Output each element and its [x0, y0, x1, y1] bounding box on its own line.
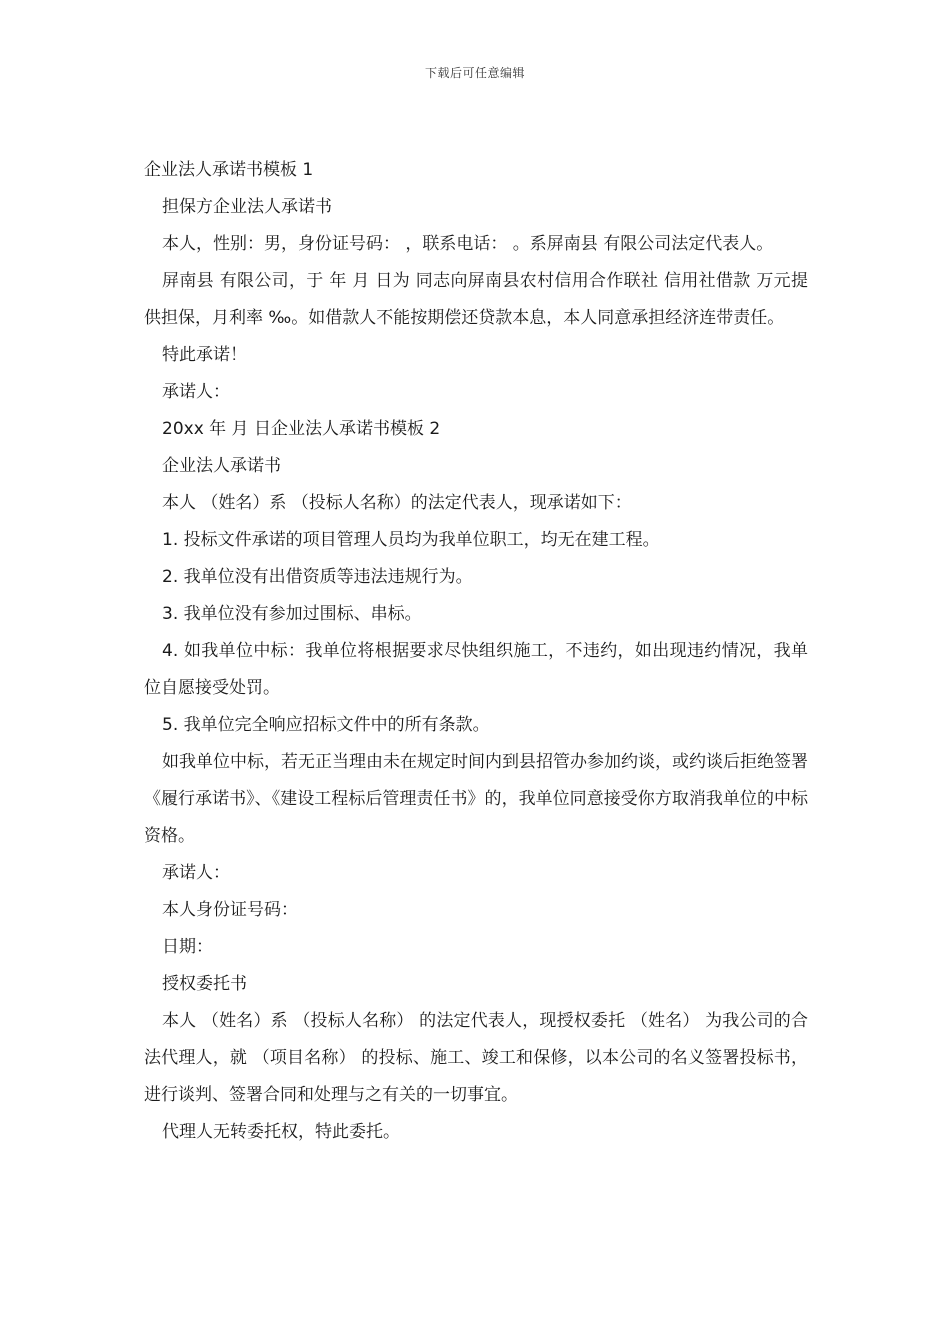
document-body	[144, 152, 808, 1151]
personal-info-paragraph: 本人，性别：男，身份证号码： ，联系电话： 。系屏南县 有限公司法定代表人。	[162, 234, 774, 254]
promise-item-4: 4. 如我单位中标：我单位将根据要求尽快组织施工，不违约，如出现违约情况，我单位自愿接受处罚。	[144, 641, 808, 698]
authorization-heading: 授权委托书	[162, 974, 247, 994]
promise-item-1: 1. 投标文件承诺的项目管理人员均为我单位职工，均无在建工程。	[162, 530, 660, 550]
promise-item-2: 2. 我单位没有出借资质等违法违规行为。	[162, 567, 473, 587]
template-1-title: 企业法人承诺书模板 1	[144, 160, 314, 180]
page-header-note: 下载后可任意编辑	[424, 66, 525, 80]
promisor-label-2: 承诺人：	[162, 863, 230, 883]
disqualification-paragraph: 如我单位中标，若无正当理由未在规定时间内到县招管办参加约谈，或约谈后拒绝签署《履行承诺书》、《建设工程标后管理责任书》的，我单位同意接受你方取消我单位的中标资格。	[144, 752, 808, 846]
no-subdelegation-statement: 代理人无转委托权，特此委托。	[162, 1122, 400, 1142]
promise-item-3: 3. 我单位没有参加过围标、串标。	[162, 604, 422, 624]
authorization-paragraph: 本人 （姓名）系 （投标人名称） 的法定代表人，现授权委托 （姓名） 为我公司的合法代理人，就 （项目名称） 的投标、施工、竣工和保修，以本公司的名义签署投标书，进行谈判、签署合同和处理与之有关的一切事宜。	[144, 1011, 808, 1105]
id-number-label: 本人身份证号码：	[162, 900, 298, 920]
hereby-promise: 特此承诺！	[162, 345, 247, 365]
promise-letter-heading: 企业法人承诺书	[162, 456, 281, 476]
date-and-template-2-title: 20xx 年 月 日企业法人承诺书模板 2	[162, 419, 441, 439]
representative-statement: 本人 （姓名）系 （投标人名称）的法定代表人，现承诺如下：	[162, 493, 632, 513]
guarantor-heading: 担保方企业法人承诺书	[162, 197, 332, 217]
date-label: 日期：	[162, 937, 213, 957]
promisor-label-1: 承诺人：	[162, 382, 230, 402]
promise-item-5: 5. 我单位完全响应招标文件中的所有条款。	[162, 715, 490, 735]
guarantee-paragraph: 屏南县 有限公司，于 年 月 日为 同志向屏南县农村信用合作联社 信用社借款 万元提供担保，月利率 ‰。如借款人不能按期偿还贷款本息，本人同意承担经济连带责任。	[144, 271, 808, 328]
